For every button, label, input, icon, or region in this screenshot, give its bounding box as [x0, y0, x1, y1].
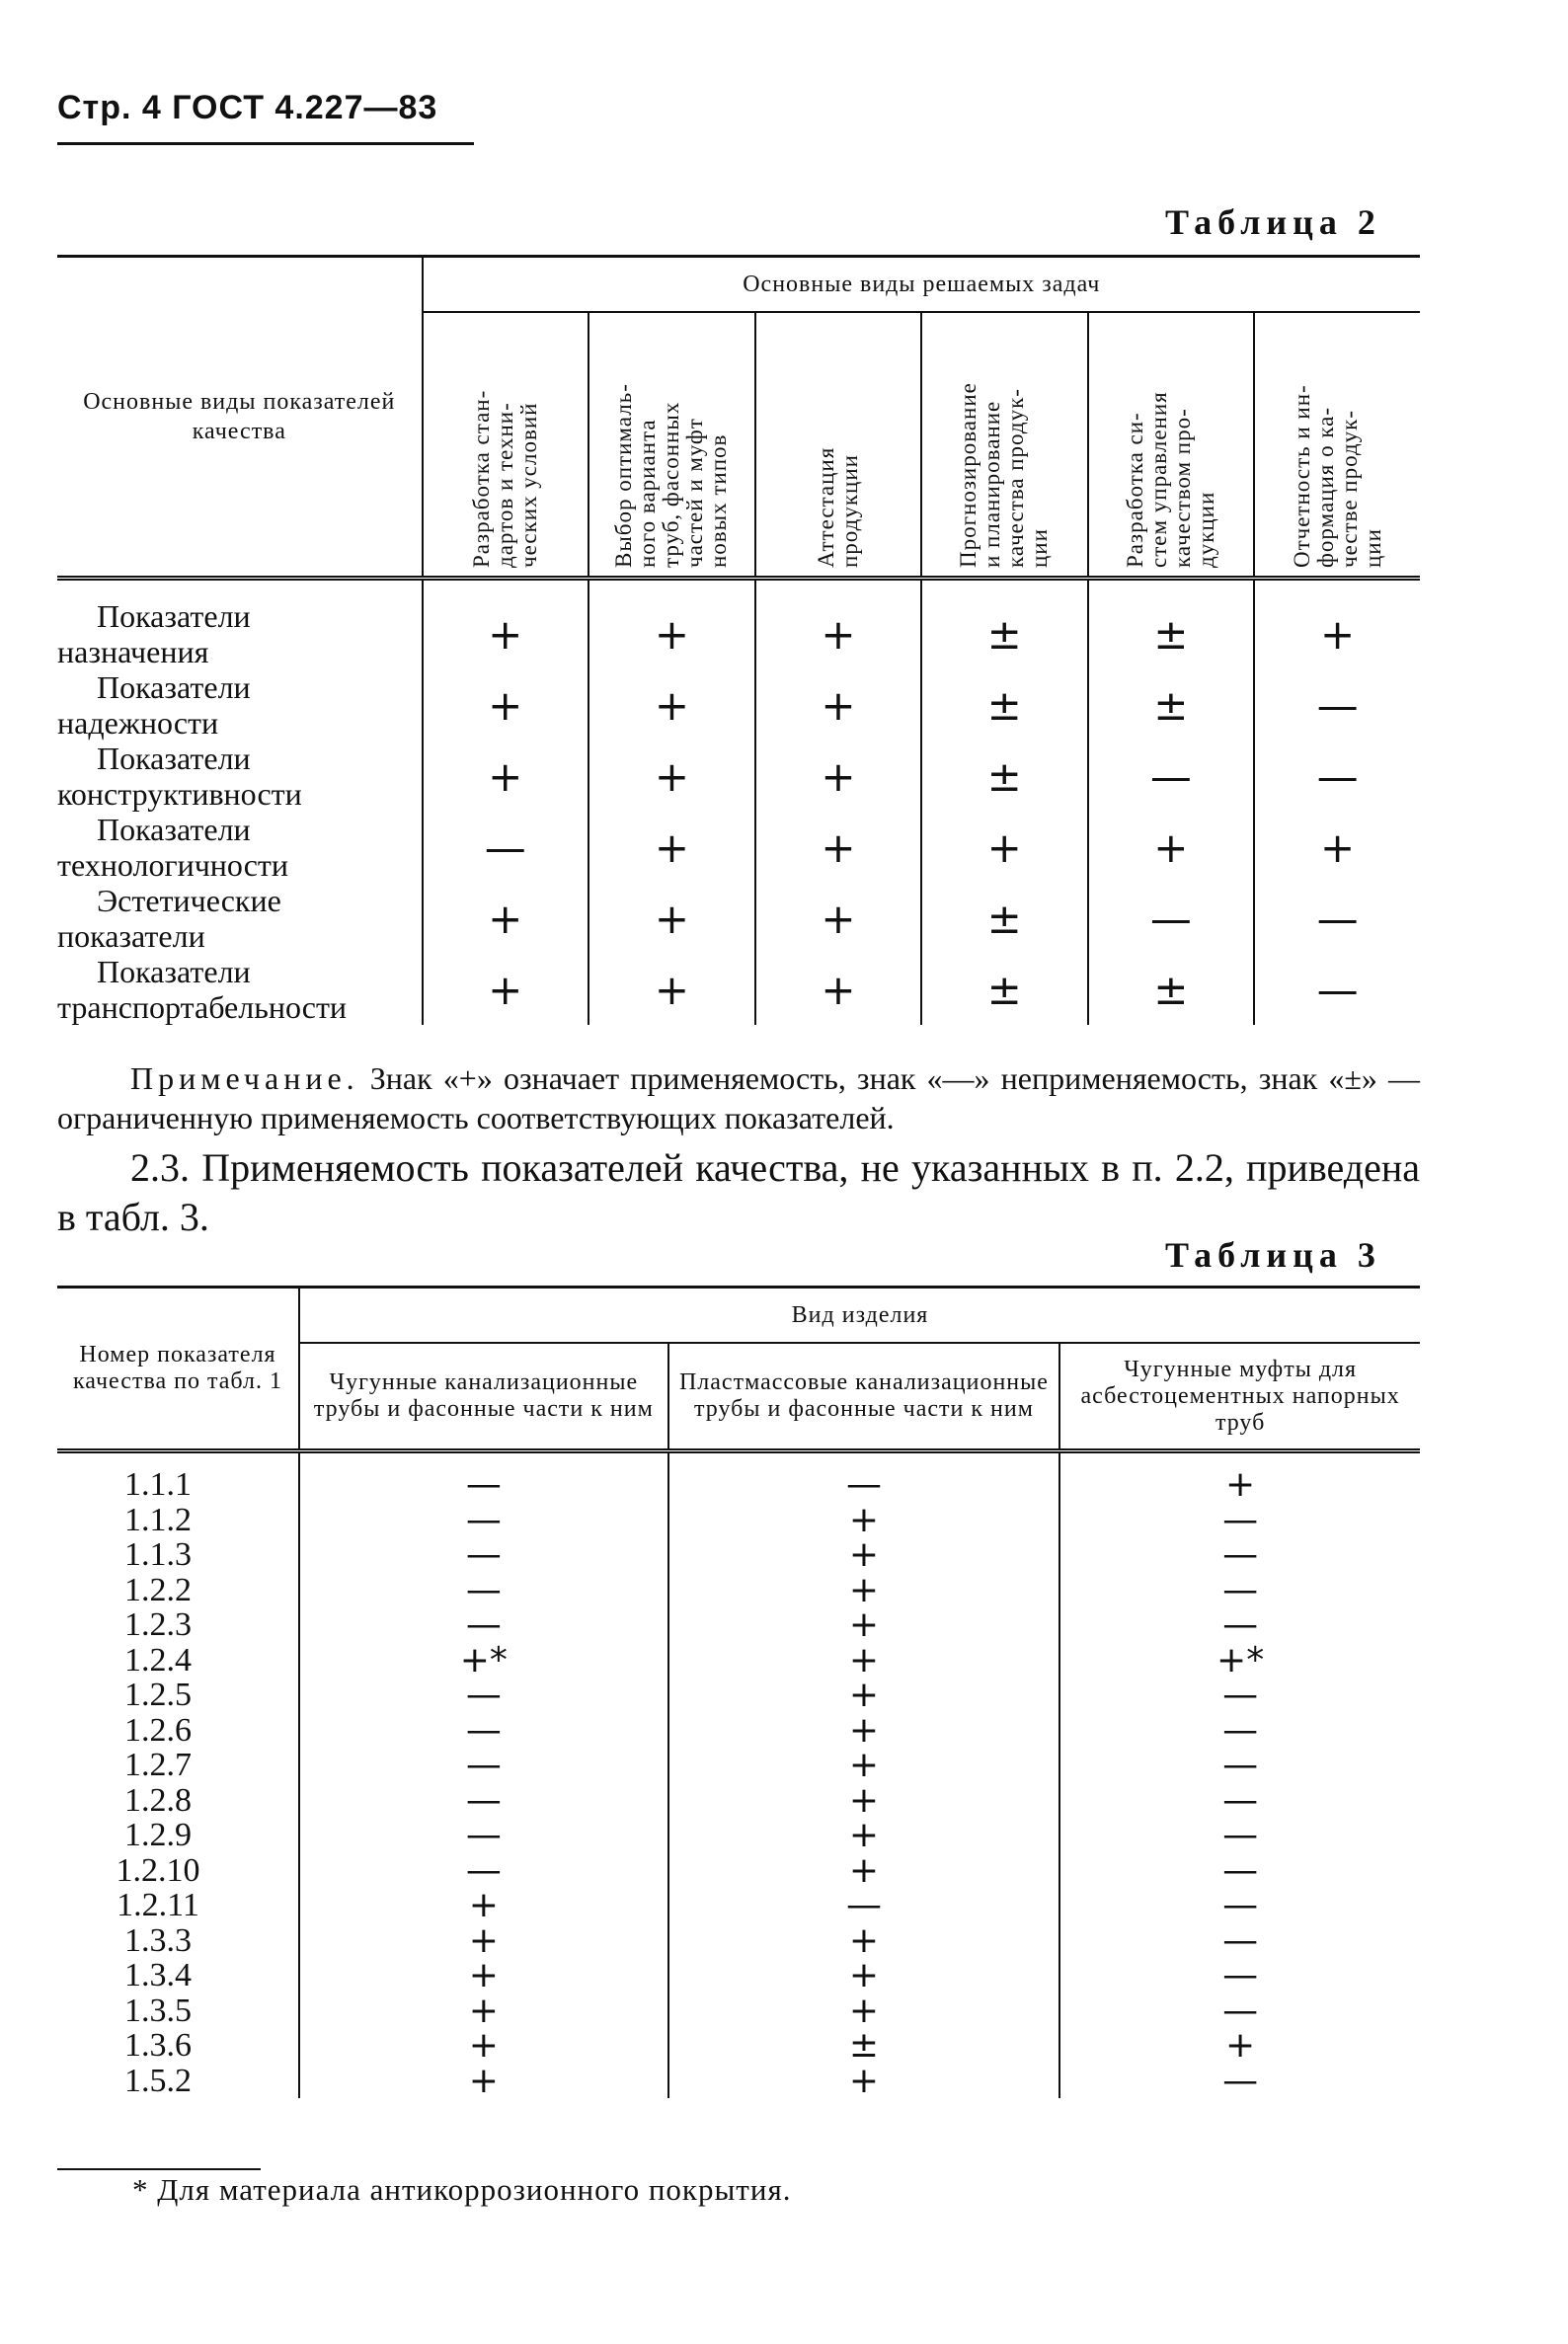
table3-cell: + [668, 1853, 1060, 1889]
table2-rowhead-header: Основные виды показателей качества [57, 257, 423, 579]
row-label-line2: надежности [57, 705, 219, 741]
row-label-line1: Показатели [97, 669, 251, 705]
table2-col-header-text: Выбор оптималь- ного варианта труб, фасонных частей и муфт новых типов [611, 383, 732, 568]
table-3 [57, 1286, 1420, 2101]
table2-title: Таблица 2 [1165, 202, 1381, 242]
table-row [57, 1853, 1420, 1889]
table2-col-header-text: Прогнозирование и планирование качества продук- ции [956, 382, 1053, 568]
table3-cell: + [668, 1993, 1060, 2029]
table3-cell: — [1059, 1503, 1420, 1538]
table3-row-number: 1.1.1 [124, 1466, 192, 1503]
table2-cell: + [588, 954, 755, 1025]
table3-cell: — [1059, 1537, 1420, 1573]
table3-num-header: Номер показателя качества по табл. 1 [57, 1288, 299, 1451]
table3-row-number: 1.2.4 [124, 1641, 192, 1679]
table3-cell: — [1059, 1783, 1420, 1819]
table3-row-number: 1.2.3 [124, 1606, 192, 1643]
table2-cell: + [423, 669, 588, 741]
table3-cell: + [1059, 1451, 1420, 1503]
table2-row-header [57, 954, 423, 1025]
table2-cell: + [755, 669, 921, 741]
table-row [57, 1573, 1420, 1608]
table2-col-header [1088, 312, 1255, 579]
table2-cell: ± [921, 883, 1088, 954]
table3-cell: ± [668, 2028, 1060, 2064]
table3-cell: — [299, 1573, 668, 1608]
table2-row-header [57, 883, 423, 954]
table2-col-header [1254, 312, 1420, 579]
table2-cell: — [423, 812, 588, 883]
table2-col-header-text: Разработка си- стем управления качеством про- дукции [1122, 391, 1218, 568]
table2-col-header [755, 312, 921, 579]
footnote: * Для материала антикоррозионного покрытия. [132, 2172, 792, 2207]
table2-cell: + [588, 741, 755, 812]
table2-cell: — [1254, 741, 1420, 812]
table3-row-number: 1.5.2 [124, 2062, 192, 2099]
table2-cell: + [1254, 579, 1420, 670]
table3-cell: +* [1059, 1643, 1420, 1679]
table-row [57, 1818, 1420, 1853]
table3-cell: + [299, 1958, 668, 1993]
table3-cell: + [668, 1573, 1060, 1608]
table3-row-number: 1.2.5 [124, 1677, 192, 1713]
table3-cell: + [668, 1783, 1060, 1819]
table-row [57, 1713, 1420, 1749]
table3-cell: + [668, 1923, 1060, 1959]
table3-cell: — [668, 1888, 1060, 1923]
table3-row-number: 1.3.3 [124, 1921, 192, 1959]
table-row [57, 1993, 1420, 2029]
table3-cell: — [299, 1713, 668, 1749]
table3-col-header: Пластмассовые канализационные трубы и фасонные части к ним [668, 1343, 1060, 1451]
table3-cell: — [299, 1678, 668, 1713]
row-label-line1: Показатели [97, 954, 251, 989]
table3-cell: — [1059, 2064, 1420, 2099]
table3-col-header: Чугунные канализационные трубы и фасонные части к ним [299, 1343, 668, 1451]
table-row [57, 2028, 1420, 2064]
table2-cell: ± [921, 741, 1088, 812]
table2-col-header [588, 312, 755, 579]
table2-col-header [921, 312, 1088, 579]
table2-cell: + [755, 954, 921, 1025]
table2-col-header [423, 312, 588, 579]
table3-row-number: 1.2.6 [124, 1711, 192, 1749]
table2-col-header-text: Разработка стан- дартов и техни- ческих условий [468, 389, 541, 568]
table2-row-header [57, 812, 423, 883]
table2-cell: + [755, 883, 921, 954]
table3-cell: — [299, 1853, 668, 1889]
table2-cell: + [588, 579, 755, 670]
table2-cell: + [921, 812, 1088, 883]
table-row [57, 1643, 1420, 1679]
table3-cell: — [299, 1783, 668, 1819]
table-row [57, 741, 1420, 812]
table2-cell: ± [1088, 954, 1255, 1025]
table2-cell: + [755, 741, 921, 812]
table3-cell: + [299, 2028, 668, 2064]
table3-row-number: 1.2.2 [124, 1571, 192, 1608]
table-row [57, 1783, 1420, 1819]
table3-row-number: 1.2.11 [117, 1887, 199, 1923]
table2-group-header: Основные виды решаемых задач [423, 257, 1420, 313]
table2-cell: ± [1088, 579, 1255, 670]
page-header: Стр. 4 ГОСТ 4.227—83 [57, 89, 438, 126]
table2-cell: — [1254, 883, 1420, 954]
table2-row-header [57, 741, 423, 812]
table3-cell: — [1059, 1748, 1420, 1783]
table3-cell: + [668, 1713, 1060, 1749]
paragraph-2-3 [57, 1143, 1420, 1242]
table2-cell: — [1088, 741, 1255, 812]
row-label-line2: транспортабельности [57, 989, 348, 1025]
table-row [57, 1923, 1420, 1959]
note-text: Знак «+» означает применяемость, знак «—» неприменяемость, знак «±» — ограниченную применяемость соответствующих показателей. [57, 1060, 1421, 1135]
table3-row-number: 1.2.7 [124, 1747, 192, 1783]
table3-cell: + [668, 1503, 1060, 1538]
table2-row-header [57, 669, 423, 741]
table2-cell: + [588, 812, 755, 883]
table-row [57, 1607, 1420, 1643]
note-label: Примечание. [130, 1060, 359, 1096]
table2-cell: + [588, 883, 755, 954]
table3-row-number: 1.1.3 [124, 1536, 192, 1573]
table2-col-header-text: Отчетность и ин- формация о ка- честве продук- ции [1289, 384, 1385, 568]
table3-cell: + [668, 1607, 1060, 1643]
table2-cell: — [1088, 883, 1255, 954]
table3-row-number: 1.3.5 [124, 1992, 192, 2029]
table3-row-number: 1.2.10 [116, 1851, 200, 1889]
table3-col-header: Чугунные муфты для асбестоцементных напорных труб [1059, 1343, 1420, 1451]
table3-cell: — [1059, 1607, 1420, 1643]
table-row [57, 1678, 1420, 1713]
table3-cell: + [299, 1923, 668, 1959]
table3-row-number: 1.3.6 [124, 2027, 192, 2064]
table3-cell: — [299, 1537, 668, 1573]
table2-note [57, 1058, 1420, 1137]
table3-group-header: Вид изделия [299, 1288, 1420, 1344]
table3-cell: — [299, 1818, 668, 1853]
table-2 [57, 255, 1420, 1025]
table3-row-number: 1.3.4 [124, 1957, 192, 1993]
header-rule [57, 142, 474, 145]
row-label-line1: Эстетические [97, 883, 281, 918]
table2-cell: ± [921, 954, 1088, 1025]
table2-cell: + [423, 579, 588, 670]
row-label-line2: назначения [57, 634, 209, 669]
paragraph-text: 2.3. Применяемость показателей качества, не указанных в п. 2.2, приведена в табл. 3. [57, 1145, 1420, 1239]
row-label-line1: Показатели [97, 741, 251, 776]
table3-cell: — [299, 1607, 668, 1643]
table-row [57, 669, 1420, 741]
table3-cell: + [668, 1958, 1060, 1993]
table3-cell: — [299, 1503, 668, 1538]
table3-cell: — [1059, 1993, 1420, 2029]
table-row [57, 579, 1420, 670]
table-row [57, 954, 1420, 1025]
table-row [57, 1537, 1420, 1573]
table2-cell: + [423, 741, 588, 812]
table2-cell: + [1254, 812, 1420, 883]
table2-cell: ± [921, 669, 1088, 741]
table3-cell: +* [299, 1643, 668, 1679]
table2-row-header [57, 579, 423, 670]
table-row [57, 1748, 1420, 1783]
table3-cell: — [1059, 1923, 1420, 1959]
table2-cell: + [588, 669, 755, 741]
table2-col-header-text: Аттестация продукции [813, 446, 862, 568]
table3-cell: — [1059, 1713, 1420, 1749]
table2-cell: — [1254, 669, 1420, 741]
table3-cell: — [1059, 1818, 1420, 1853]
table3-cell: — [1059, 1958, 1420, 1993]
table3-cell: + [668, 1818, 1060, 1853]
table3-cell: + [668, 1643, 1060, 1679]
table2-cell: + [423, 883, 588, 954]
table3-row-number: 1.2.9 [124, 1817, 192, 1853]
table3-cell: + [668, 1537, 1060, 1573]
table3-cell: + [1059, 2028, 1420, 2064]
table3-cell: + [299, 1993, 668, 2029]
row-label-line2: конструктивности [57, 776, 302, 812]
table2-cell: ± [921, 579, 1088, 670]
table3-cell: — [1059, 1573, 1420, 1608]
table3-cell: — [1059, 1678, 1420, 1713]
row-label-line1: Показатели [97, 598, 251, 634]
table2-cell: + [755, 812, 921, 883]
table3-cell: + [668, 2064, 1060, 2099]
table-row [57, 1888, 1420, 1923]
row-label-line2: технологичности [57, 847, 289, 883]
footnote-rule [57, 2168, 261, 2170]
table3-cell: — [299, 1451, 668, 1503]
table2-cell: — [1254, 954, 1420, 1025]
table2-cell: + [755, 579, 921, 670]
table2-cell: ± [1088, 669, 1255, 741]
table3-cell: + [668, 1748, 1060, 1783]
table-row [57, 1451, 1420, 1503]
table-row [57, 1503, 1420, 1538]
table-row [57, 2064, 1420, 2099]
table-row [57, 812, 1420, 883]
table-row [57, 1958, 1420, 1993]
table3-cell: + [668, 1678, 1060, 1713]
table3-cell: + [299, 1888, 668, 1923]
table3-cell: — [1059, 1888, 1420, 1923]
table3-row-number: 1.1.2 [124, 1501, 192, 1538]
table3-row-number: 1.2.8 [124, 1781, 192, 1819]
table3-cell: — [668, 1451, 1060, 1503]
table3-title: Таблица 3 [1165, 1235, 1381, 1275]
row-label-line2: показатели [57, 918, 205, 954]
table-row [57, 883, 1420, 954]
table2-cell: + [1088, 812, 1255, 883]
table3-cell: + [299, 2064, 668, 2099]
table3-cell: — [299, 1748, 668, 1783]
table2-cell: + [423, 954, 588, 1025]
table3-cell: — [1059, 1853, 1420, 1889]
row-label-line1: Показатели [97, 812, 251, 847]
